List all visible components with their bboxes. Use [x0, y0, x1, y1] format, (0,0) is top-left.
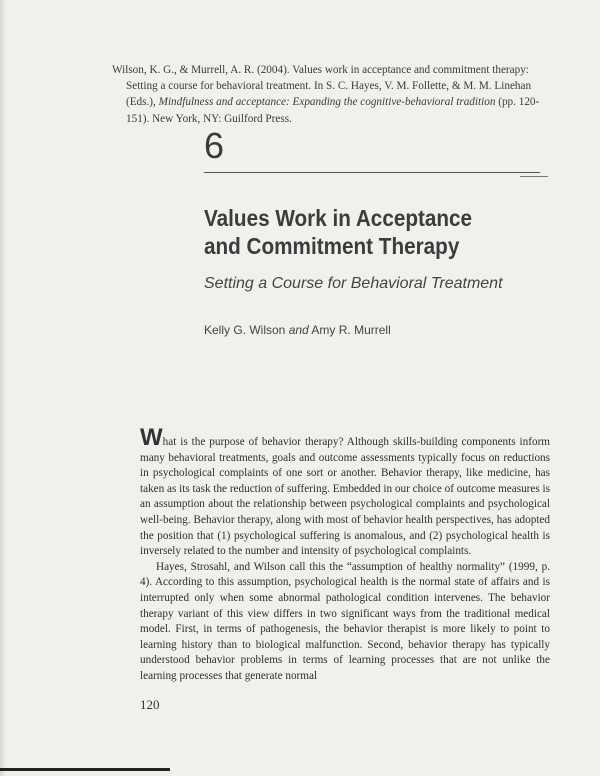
- authors: [204, 322, 391, 338]
- author-connector: and: [288, 323, 309, 337]
- chapter-title-line-2: and Commitment Therapy: [204, 233, 460, 259]
- paragraph-2: Hayes, Strosahl, and Wilson call this the “assumption of healthy normality” (1999, p. 4). According to this assumption, psychological health is the normal state of affairs and is interrupted only when some abnormal pathological condition intervenes. The behavior therapy variant of this view differs in two significant ways from the traditional medical model. First, in terms of pathogenesis, the behavior therapist is more likely to point to learning history than to biological malfunction. Second, behavior therapy has typically understood behavior problems in terms of learning processes that are not unlike the learning processes that generate normal: [140, 560, 550, 682]
- paragraph-1-text: hat is the purpose of behavior therapy? Although skills-building components inform many behavioral treatments, goals and outcome assessments typically focus on reductions in psychological complaints of one sort or another. Behavior therapy, like medicine, has taken as its task the reduction of suffering. Embedded in our choice of outcome measures is an assumption about the relationship between psychological complaints and psychological well-being. Behavior therapy, along with most of behavior health perspectives, has adopted the position that (1) psychological suffering is anomalous, and (2) psychological health is inversely related to the number and intensity of psychological complaints.: [140, 436, 550, 558]
- chapter-rule: [204, 172, 540, 173]
- drop-cap: W: [140, 424, 163, 451]
- citation-pages-publisher: (pp. 120-151). New York, NY: Guilford Press.: [126, 96, 540, 125]
- chapter-subtitle: Setting a Course for Behavioral Treatment: [204, 275, 503, 292]
- citation-text: Wilson, K. G., & Murrell, A. R. (2004). Values work in acceptance and commitment therapy: Setting a course for behavioral treatment. In S. C. Hayes, V. M. Follette, & M. M. Linehan (Eds.),: [112, 64, 532, 109]
- citation-book-title: Mindfulness and acceptance: Expanding the cognitive-behavioral tradition: [158, 96, 496, 109]
- chapter-rule-tail: [520, 176, 548, 177]
- body-text: [140, 424, 550, 685]
- author-second: Amy R. Murrell: [311, 323, 391, 337]
- author-first: Kelly G. Wilson: [204, 323, 286, 337]
- chapter-title: [204, 204, 510, 260]
- paragraph-1: [140, 424, 550, 560]
- page-number: 120: [140, 697, 160, 712]
- scan-edge-shadow: [0, 0, 6, 776]
- citation-header: [112, 62, 562, 127]
- chapter-title-line-1: Values Work in Acceptance: [204, 205, 473, 231]
- chapter-number: 6: [204, 125, 225, 166]
- scan-bottom-mark: [0, 768, 170, 771]
